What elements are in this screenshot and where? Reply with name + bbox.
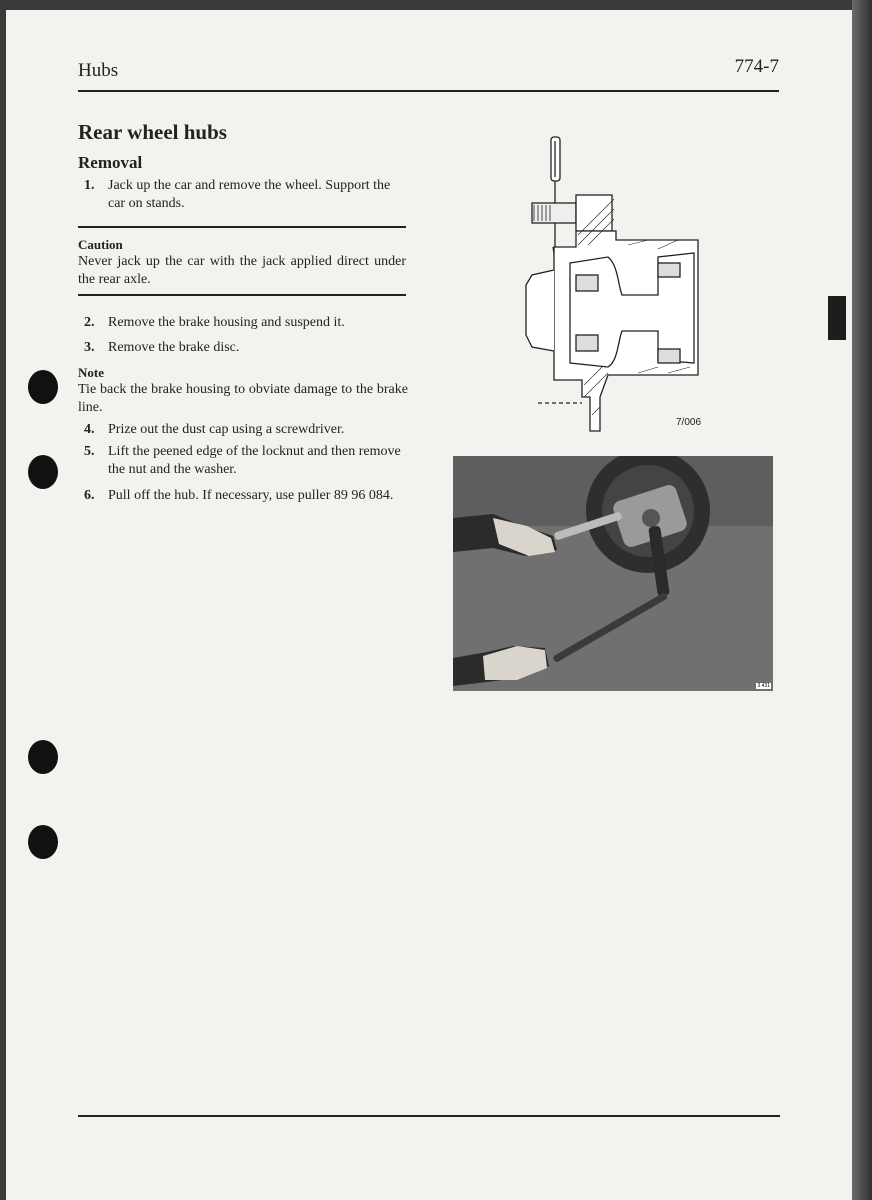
step-text: Remove the brake disc.: [108, 340, 240, 355]
step-number: 4.: [84, 422, 95, 437]
section-thumb-tab: [828, 296, 846, 340]
caution-box: [78, 226, 406, 296]
procedure-step: [84, 314, 408, 332]
hub-puller-photo: [453, 456, 773, 691]
punch-hole: [28, 740, 58, 774]
step-text: Pull off the hub. If necessary, use puller 89 96 084.: [108, 488, 394, 503]
step-text: Remove the brake housing and suspend it.: [108, 315, 345, 330]
step-number: 6.: [84, 488, 95, 503]
page-number: 774-7: [734, 56, 779, 77]
step-number: 2.: [84, 315, 95, 330]
step-text: Lift the peened edge of the locknut and then remove the nut and the washer.: [108, 444, 401, 477]
note-label: Note: [78, 365, 104, 380]
diagram-reference-code: 7/006: [676, 417, 702, 428]
section-title: Rear wheel hubs: [78, 120, 227, 144]
page-binding-edge: [852, 0, 872, 1200]
punch-hole: [28, 370, 58, 404]
procedure-step: [84, 443, 408, 479]
procedure-step: [84, 177, 408, 213]
punch-hole: [28, 825, 58, 859]
procedure-step: [84, 421, 408, 439]
subsection-title: Removal: [78, 153, 143, 172]
punch-hole: [28, 455, 58, 489]
running-head: Hubs: [78, 60, 119, 81]
step-text: Prize out the dust cap using a screwdriver.: [108, 422, 345, 437]
note-block: [78, 365, 408, 417]
procedure-step: [84, 339, 408, 357]
caution-label: Caution: [78, 237, 123, 252]
caution-text: Never jack up the car with the jack applied direct under the rear axle.: [78, 254, 406, 287]
step-number: 5.: [84, 444, 95, 459]
note-text: Tie back the brake housing to obviate damage to the brake line.: [78, 382, 408, 415]
hub-section-diagram: [518, 135, 723, 440]
footer-rule: [78, 1115, 780, 1117]
photo-illustration: [453, 456, 773, 691]
procedure-step: [84, 487, 408, 505]
step-number: 1.: [84, 178, 95, 193]
step-text: Jack up the car and remove the wheel. Support the car on stands.: [108, 178, 391, 211]
photo-reference-code: 3 431: [757, 683, 770, 689]
header-rule: [78, 90, 779, 92]
step-number: 3.: [84, 340, 95, 355]
